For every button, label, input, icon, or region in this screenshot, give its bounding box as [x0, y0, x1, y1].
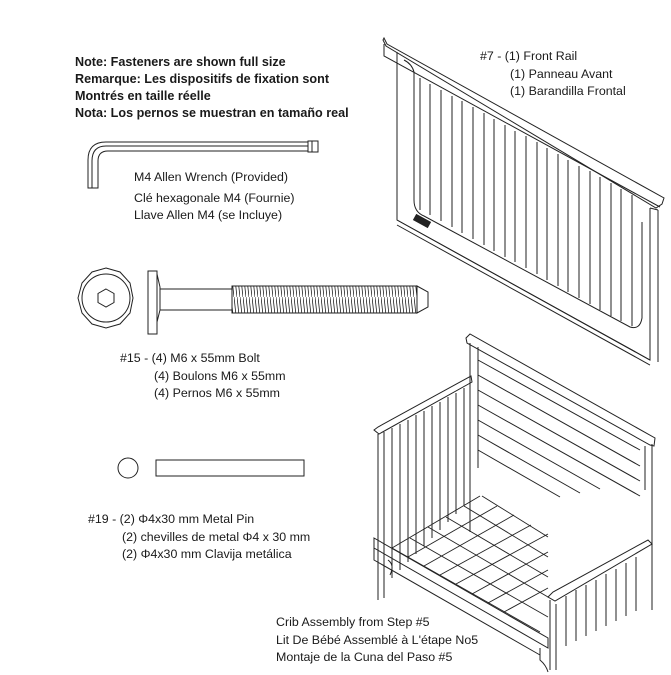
bolt-label-fr: (4) Boulons M6 x 55mm [154, 368, 286, 383]
metal-pin-label-fr: (2) chevilles de metal Φ4 x 30 mm [122, 529, 311, 544]
note-line-fr: Remarque: Les dispositifs de fixation sont [75, 72, 330, 86]
bolt-head-icon [78, 268, 133, 328]
bolt-label-es: (4) Pernos M6 x 55mm [154, 386, 281, 400]
allen-wrench-label-en: M4 Allen Wrench (Provided) [134, 170, 289, 184]
allen-wrench-label-es: Llave Allen M4 (se Incluye) [134, 208, 283, 222]
crib-assembly-label-es: Montaje de la Cuna del Paso #5 [276, 650, 453, 664]
metal-pin-label-es: (2) Φ4x30 mm Clavija metálica [122, 547, 292, 561]
note-line-en: Note: Fasteners are shown full size [75, 55, 286, 69]
crib-assembly-label-en: Crib Assembly from Step #5 [276, 615, 430, 629]
metal-pin-label [88, 511, 310, 564]
bolt-label-en: #15 - (4) M6 x 55mm Bolt [120, 351, 260, 365]
bolt-illustration [148, 271, 428, 334]
allen-wrench-label [134, 169, 294, 225]
front-rail-label-es: (1) Barandilla Frontal [510, 84, 626, 98]
front-rail-label-en: #7 - (1) Front Rail [480, 49, 578, 63]
fastener-note [75, 54, 349, 122]
note-line-fr-2: Montrés en taille réelle [75, 89, 211, 103]
allen-wrench-label-fr: Clé hexagonale M4 (Fournie) [134, 190, 295, 205]
crib-assembly-label [276, 614, 478, 667]
front-rail-label [480, 48, 626, 101]
bolt-label [120, 350, 286, 403]
metal-pin-label-en: #19 - (2) Φ4x30 mm Metal Pin [88, 512, 255, 526]
note-line-es: Nota: Los pernos se muestran en tamaño real [75, 106, 349, 120]
front-rail-label-fr: (1) Panneau Avant [510, 66, 613, 81]
metal-pin-illustration [118, 458, 304, 478]
crib-assembly-label-fr: Lit De Bébé Assemblé à L'étape No5 [276, 632, 479, 647]
